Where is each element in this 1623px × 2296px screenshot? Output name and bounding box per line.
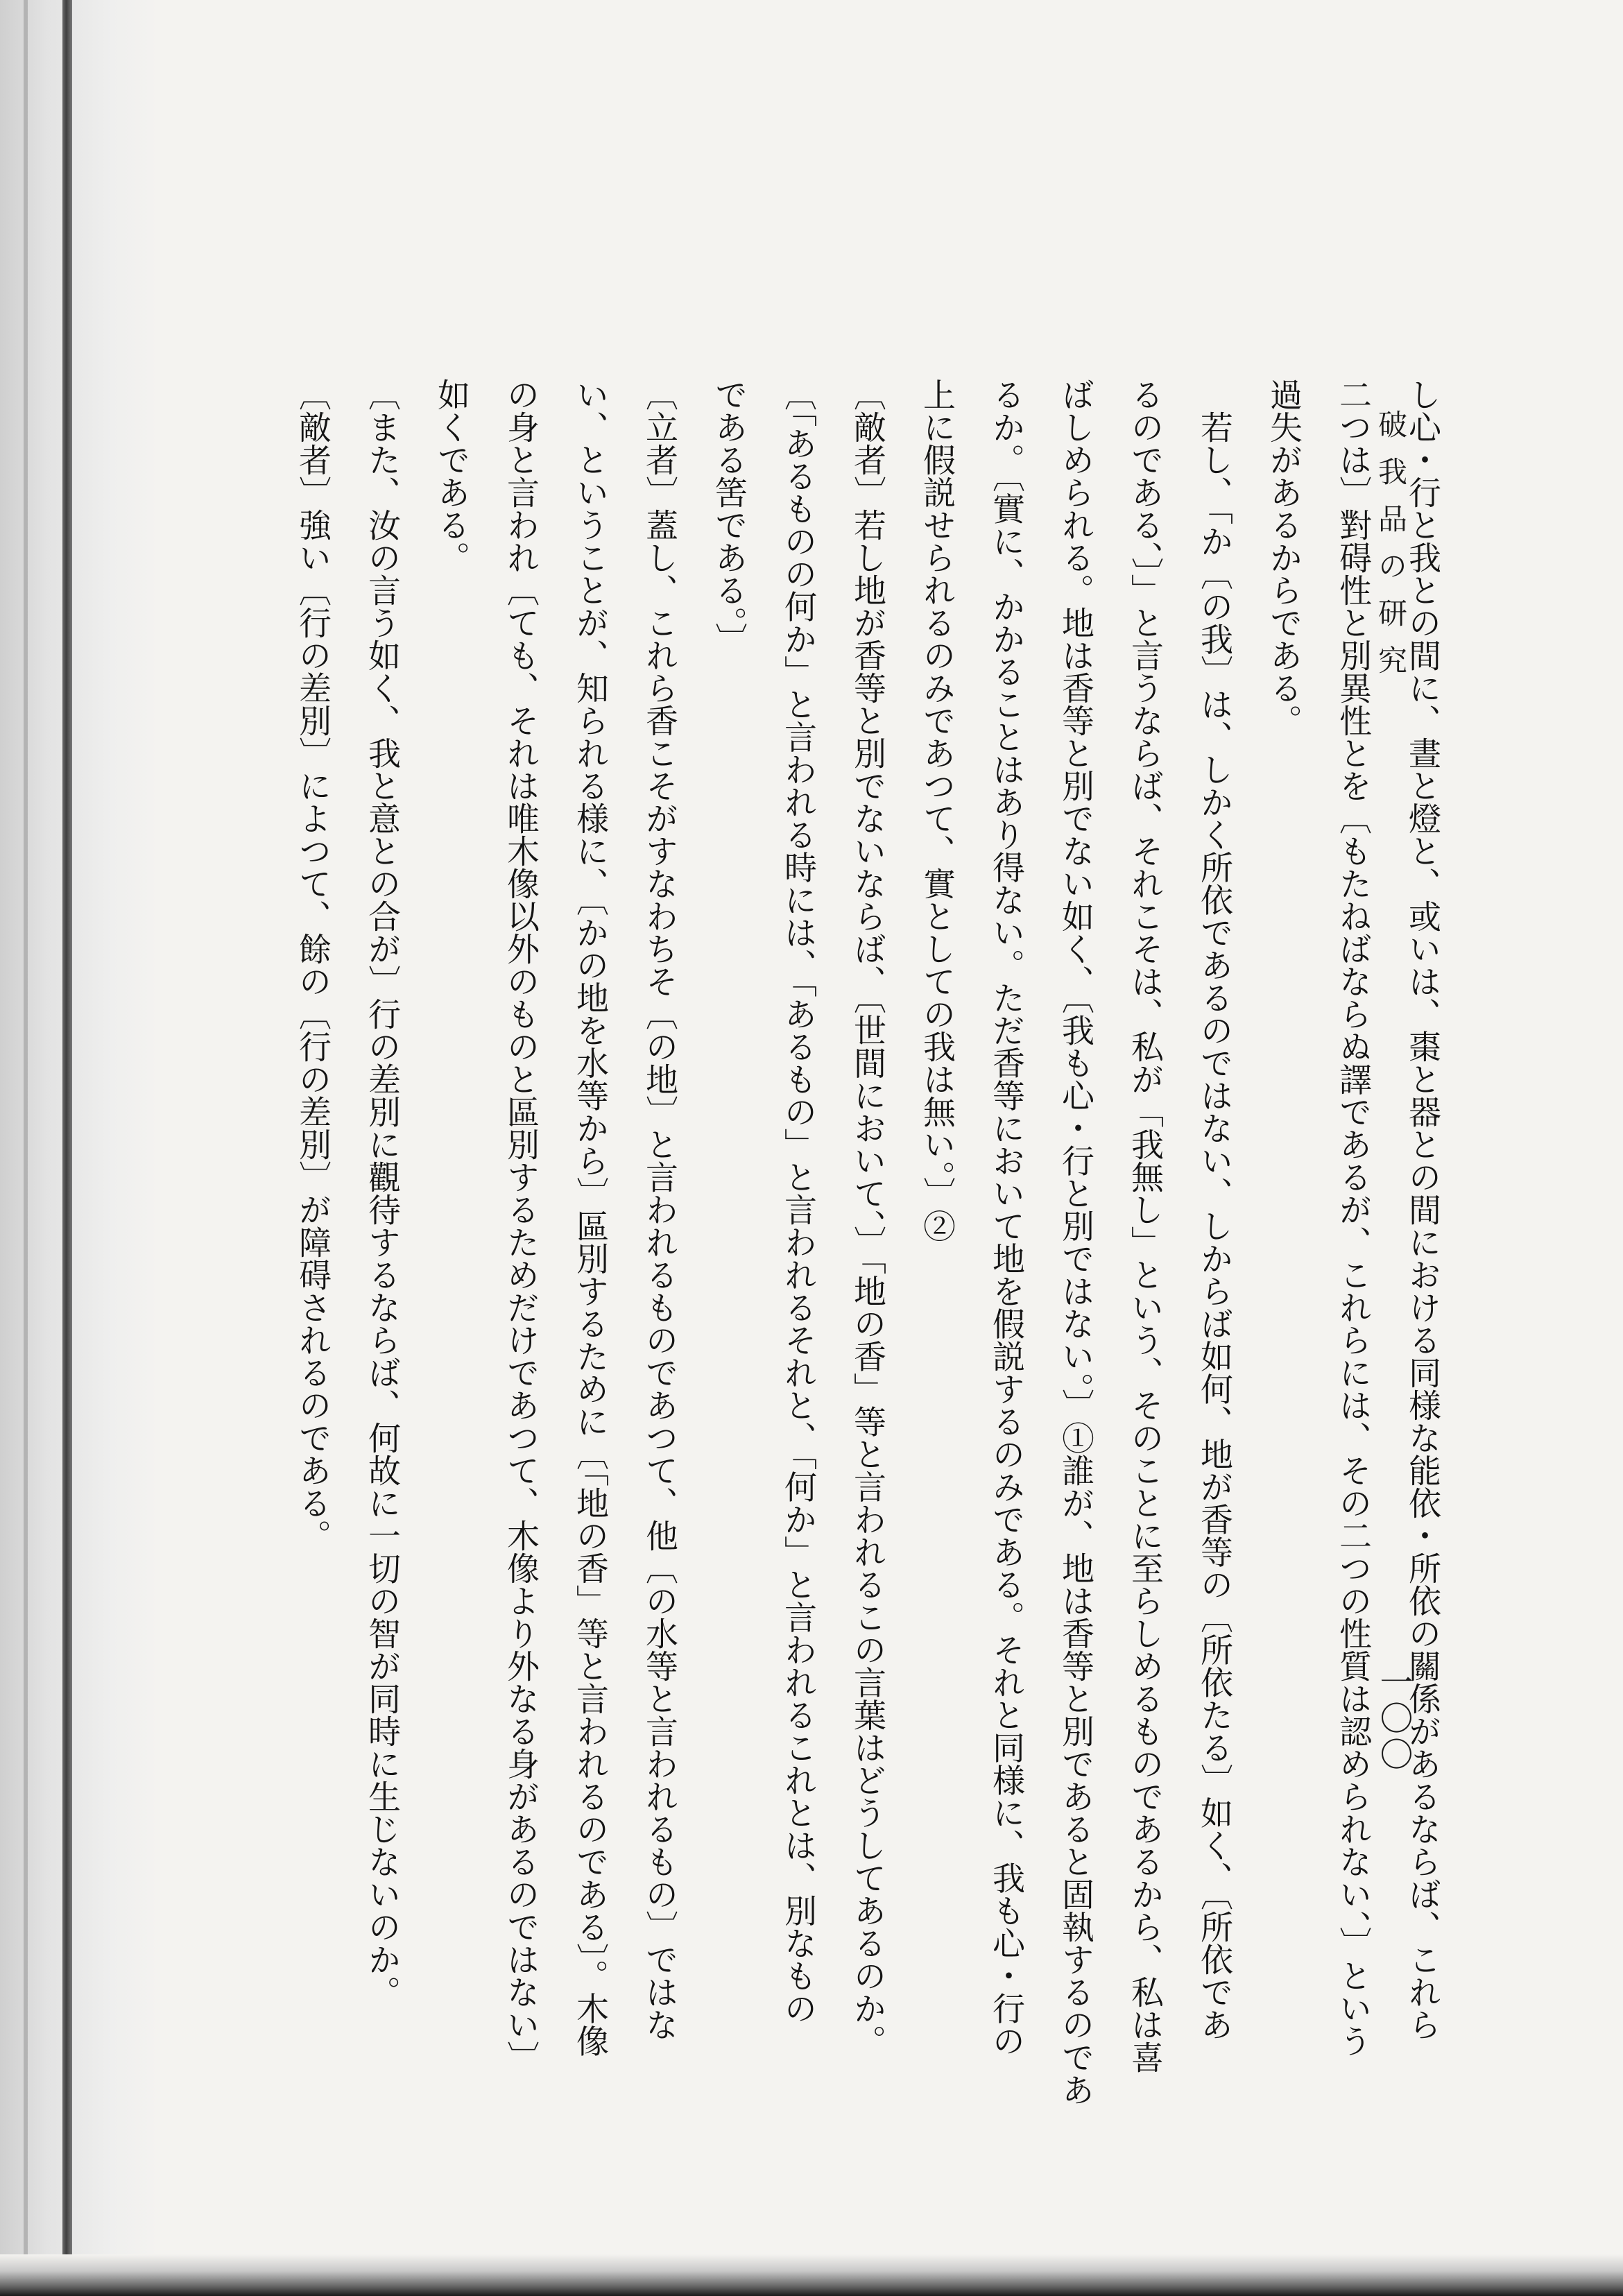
running-header: 破我品の研究 <box>1374 409 1408 692</box>
text-line: 如くである。 <box>432 378 470 574</box>
text-line: るのである、〕」と言うならば、それこそは、私が「我無し」という、そのことに至らしめるものであるから、私は喜 <box>1126 378 1164 2073</box>
text-line: 〔立者〕蓋し、これら香こそがすなわちそ〔の地〕と言われるものであつて、他〔の水等と言われるもの〕ではな <box>640 378 678 2041</box>
text-line: 過失があるからである。 <box>1264 378 1303 737</box>
text-line: 二つは〕對碍性と別異性とを〔もたねばならぬ譯であるが、これらには、その二つの性質は認められない、〕という <box>1334 378 1372 2057</box>
text-line: ばしめられる。地は香等と別でない如く、〔我も心・行と別ではない。〕①誰が、地は香等と別であると固執するのであ <box>1056 378 1094 2106</box>
text-line: 若し、「か〔の我〕は、しかく所依であるのではない、しからば如何、地が香等の〔所依たる〕如く、〔所依であ <box>1195 378 1233 2041</box>
text-line: 〔敵者〕強い〔行の差別〕によつて、餘の〔行の差別〕が障碍されるのである。 <box>293 378 332 1552</box>
text-line: 〔敵者〕若し地が香等と別でないならば、〔世間において、〕「地の香」等と言われるこの言葉はどうしてあるのか。 <box>848 378 886 2057</box>
text-line: るか。〔實に、かかることはあり得ない。ただ香等において地を假説するのみである。それと同様に、我も心・行の <box>987 378 1025 2057</box>
text-line: の身と言われ〔ても、それは唯木像以外のものと區別するためだけであつて、木像より外なる身があるのではない〕 <box>501 378 540 2073</box>
text-line: 〔「あるものの何か」と言われる時には、「あるもの」と言われるそれと、「何か」と言われるこれとは、別なもの <box>779 378 817 2025</box>
body-text <box>173 378 1457 2106</box>
text-line: である筈である。〕 <box>710 378 748 656</box>
bottom-page-edge <box>0 2254 1623 2296</box>
page-number: 一〇〇 <box>1374 1665 1413 1773</box>
binding-edge-line <box>24 0 28 2296</box>
text-line: 上に假説せられるのみであつて、實としての我は無い。〕② <box>918 378 956 1242</box>
text-line: 〔また、汝の言う如く、我と意との合が〕行の差別に觀待するならば、何故に一切の智が同時に生じないのか。 <box>363 378 401 2008</box>
binding-gutter <box>62 0 72 2296</box>
text-line: し心・行と我との間に、晝と燈と、或いは、棗と器との間における同様な能依・所依の關係があるならば、これら <box>1403 378 1441 2041</box>
text-line: い、ということが、知られる様に、〔かの地を水等から〕區別するために〔「地の香」等と言われるのである〕。木像 <box>571 378 609 2057</box>
